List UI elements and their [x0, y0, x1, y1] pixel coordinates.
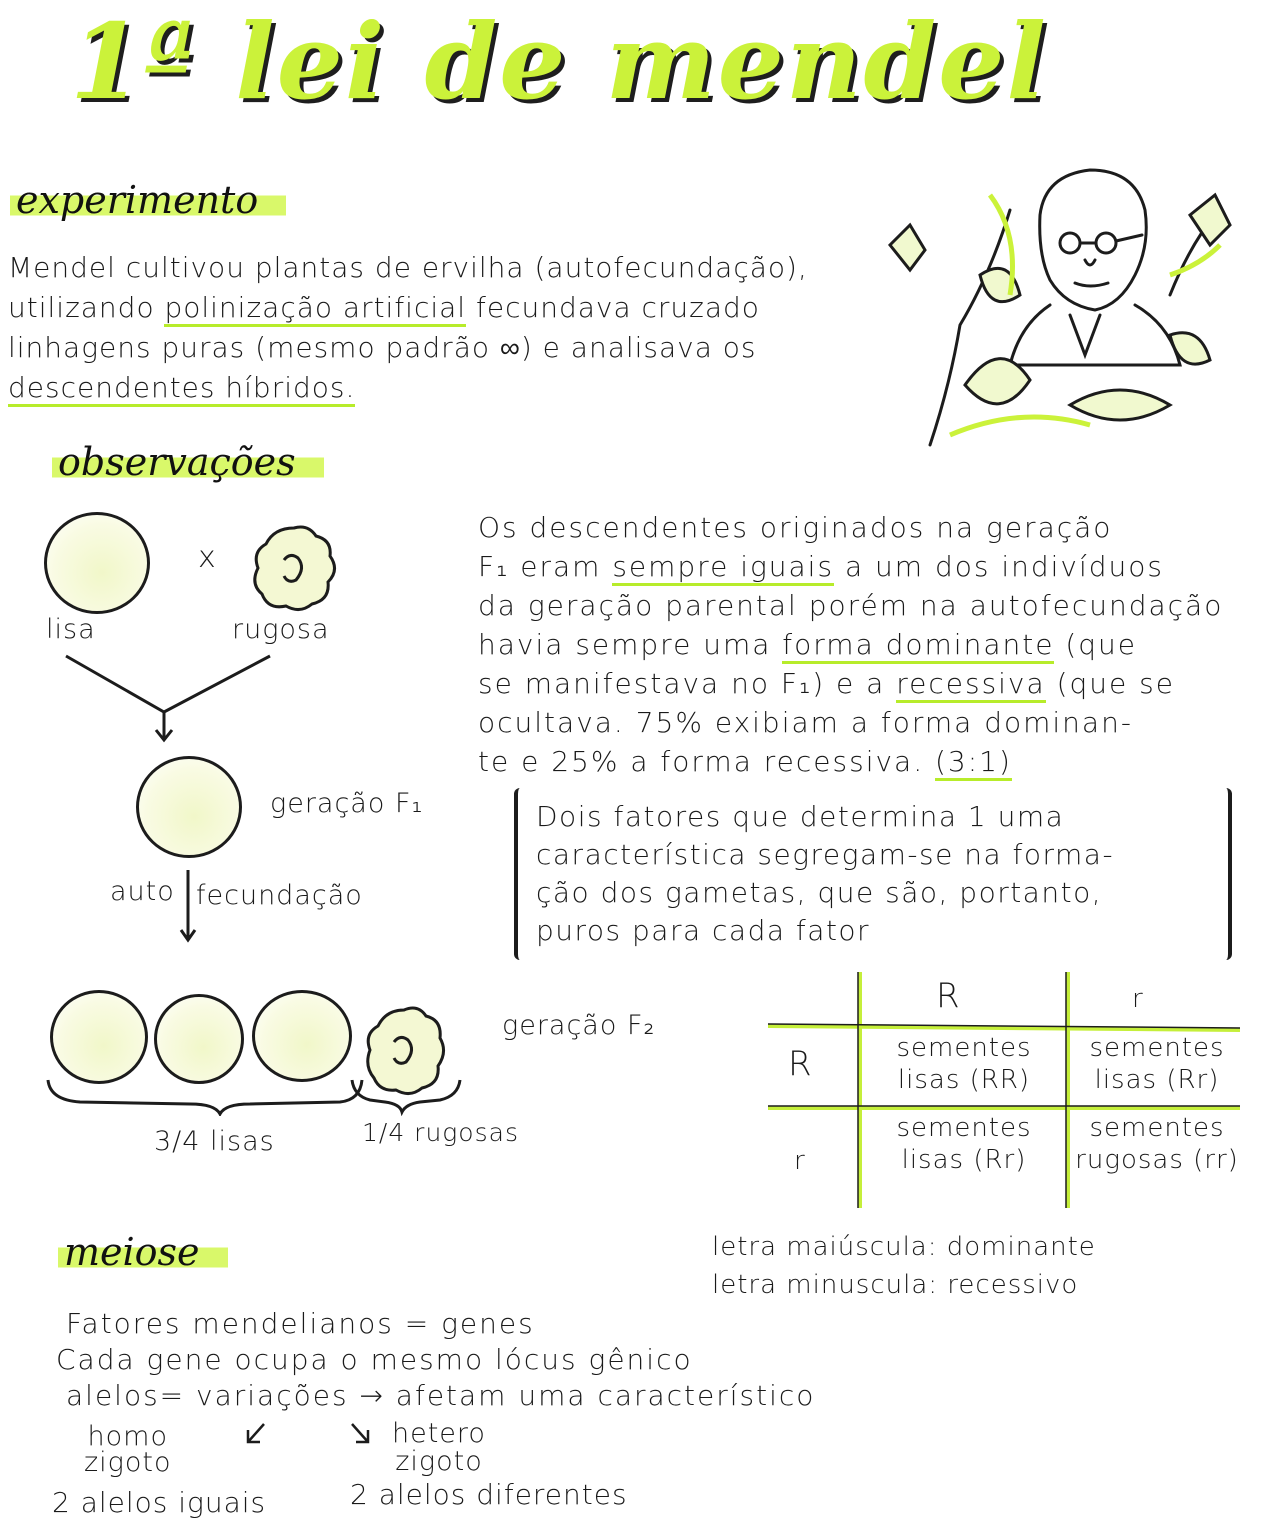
text-line: linhagens puras (mesmo padrão ∞) e analisava os	[8, 331, 757, 364]
label-rugosa: rugosa	[232, 614, 330, 645]
punnett-row-header-r: r	[794, 1146, 806, 1176]
punnett-col-header-R: R	[936, 976, 961, 1016]
label-lisa: lisa	[46, 614, 96, 645]
f2-smooth-pea	[252, 990, 352, 1082]
punnett-col-header-r: r	[1132, 984, 1144, 1014]
section-heading-observacoes: observações	[52, 440, 324, 484]
text-line: zigoto	[395, 1446, 483, 1477]
f2-smooth-pea	[50, 990, 148, 1084]
punnett-cell-Rr: sementes lisas (Rr)	[1089, 1033, 1225, 1095]
text-line: Os descendentes originados na geração	[478, 511, 1113, 544]
text-span: se manifestava no F₁) e a	[478, 667, 897, 700]
page-title: 1ª lei de mendel	[70, 0, 1048, 123]
text-span: havia sempre uma	[478, 628, 783, 661]
punnett-square	[766, 970, 1242, 1210]
underlined-term: recessiva	[896, 667, 1045, 703]
text-line	[478, 547, 1223, 586]
text-line: puros para cada fator	[536, 914, 871, 947]
text-line	[8, 288, 808, 328]
text-span: utilizando	[8, 291, 165, 324]
text-line: zigoto	[84, 1447, 172, 1478]
legend-line: letra maiúscula: dominante	[712, 1232, 1096, 1262]
text-line: homo	[87, 1421, 168, 1452]
punnett-cell-rr: sementes rugosas (rr)	[1075, 1113, 1239, 1175]
underlined-term: (3:1)	[935, 745, 1012, 781]
label-fecundacao: fecundação	[196, 880, 363, 911]
underlined-term: sempre iguais	[612, 550, 834, 586]
cross-symbol: x	[198, 540, 217, 575]
grouping-braces	[40, 1076, 480, 1116]
text-span: a um dos indivíduos	[834, 550, 1165, 583]
text-line: hetero	[392, 1418, 486, 1449]
text-line: da geração parental porém na autofecundação	[478, 589, 1224, 622]
legend-line: letra minuscula: recessivo	[712, 1270, 1079, 1300]
punnett-cell-RR: sementes lisas (RR)	[896, 1033, 1032, 1095]
text-line	[478, 625, 1223, 664]
label-f2: geração F₂	[502, 1010, 656, 1041]
equal-alleles-label: 2 alelos iguais	[52, 1486, 267, 1519]
text-line: alelos= variações → afetam uma característico	[66, 1379, 816, 1412]
text-line: Mendel cultivou plantas de ervilha (autofecundação),	[8, 251, 808, 284]
text-span: F₁ eram	[478, 550, 613, 583]
text-line: característica segregam-se na forma-	[536, 838, 1115, 871]
segregation-note-box	[514, 788, 1232, 960]
underlined-term: polinização artificial	[164, 291, 466, 327]
text-line: Cada gene ocupa o mesmo lócus gênico	[56, 1343, 693, 1376]
mendel-portrait-illustration	[870, 155, 1250, 455]
punnett-cell-Rr: sementes lisas (Rr)	[896, 1113, 1032, 1175]
text-span: (que	[1054, 628, 1138, 661]
heterozygote-label	[392, 1420, 486, 1476]
text-line	[478, 664, 1223, 703]
label-f1: geração F₁	[270, 788, 424, 819]
different-alleles-label: 2 alelos diferentes	[350, 1478, 628, 1511]
section-heading-experimento: experimento	[10, 178, 286, 222]
text-span: te e 25% a forma recessiva.	[478, 745, 935, 778]
section-heading-meiose: meiose	[58, 1230, 228, 1274]
label-auto: auto	[110, 876, 175, 907]
punnett-row-header-R: R	[788, 1044, 813, 1084]
meiose-paragraph	[56, 1306, 815, 1414]
text-line	[478, 742, 1223, 781]
underlined-term: descendentes híbridos.	[8, 371, 355, 407]
wrinkled-pea-icon	[250, 522, 338, 614]
smooth-pea	[44, 512, 150, 614]
underlined-term: forma dominante	[782, 628, 1054, 664]
text-span: fecundava cruzado	[466, 291, 760, 324]
branch-arrows-icon	[240, 1420, 390, 1454]
down-arrow-icon	[178, 868, 198, 944]
text-line: Dois fatores que determina 1 uma	[536, 800, 1065, 833]
text-line: Fatores mendelianos = genes	[66, 1307, 535, 1340]
cross-arrows	[60, 648, 300, 748]
text-span: (que se	[1045, 667, 1175, 700]
text-line	[8, 368, 808, 408]
text-line: ção dos gametas, que são, portanto,	[536, 876, 1103, 909]
f2-smooth-pea	[154, 994, 244, 1084]
label-one-quarter-wrinkled: 1/4 rugosas	[362, 1118, 519, 1147]
f1-pea	[136, 756, 242, 858]
experimento-paragraph	[8, 248, 808, 408]
observation-paragraph	[478, 508, 1223, 781]
label-three-quarters-smooth: 3/4 lisas	[154, 1126, 275, 1157]
homozygote-label	[84, 1421, 172, 1478]
text-line: ocultava. 75% exibiam a forma dominan-	[478, 706, 1133, 739]
allele-legend	[712, 1228, 1096, 1304]
